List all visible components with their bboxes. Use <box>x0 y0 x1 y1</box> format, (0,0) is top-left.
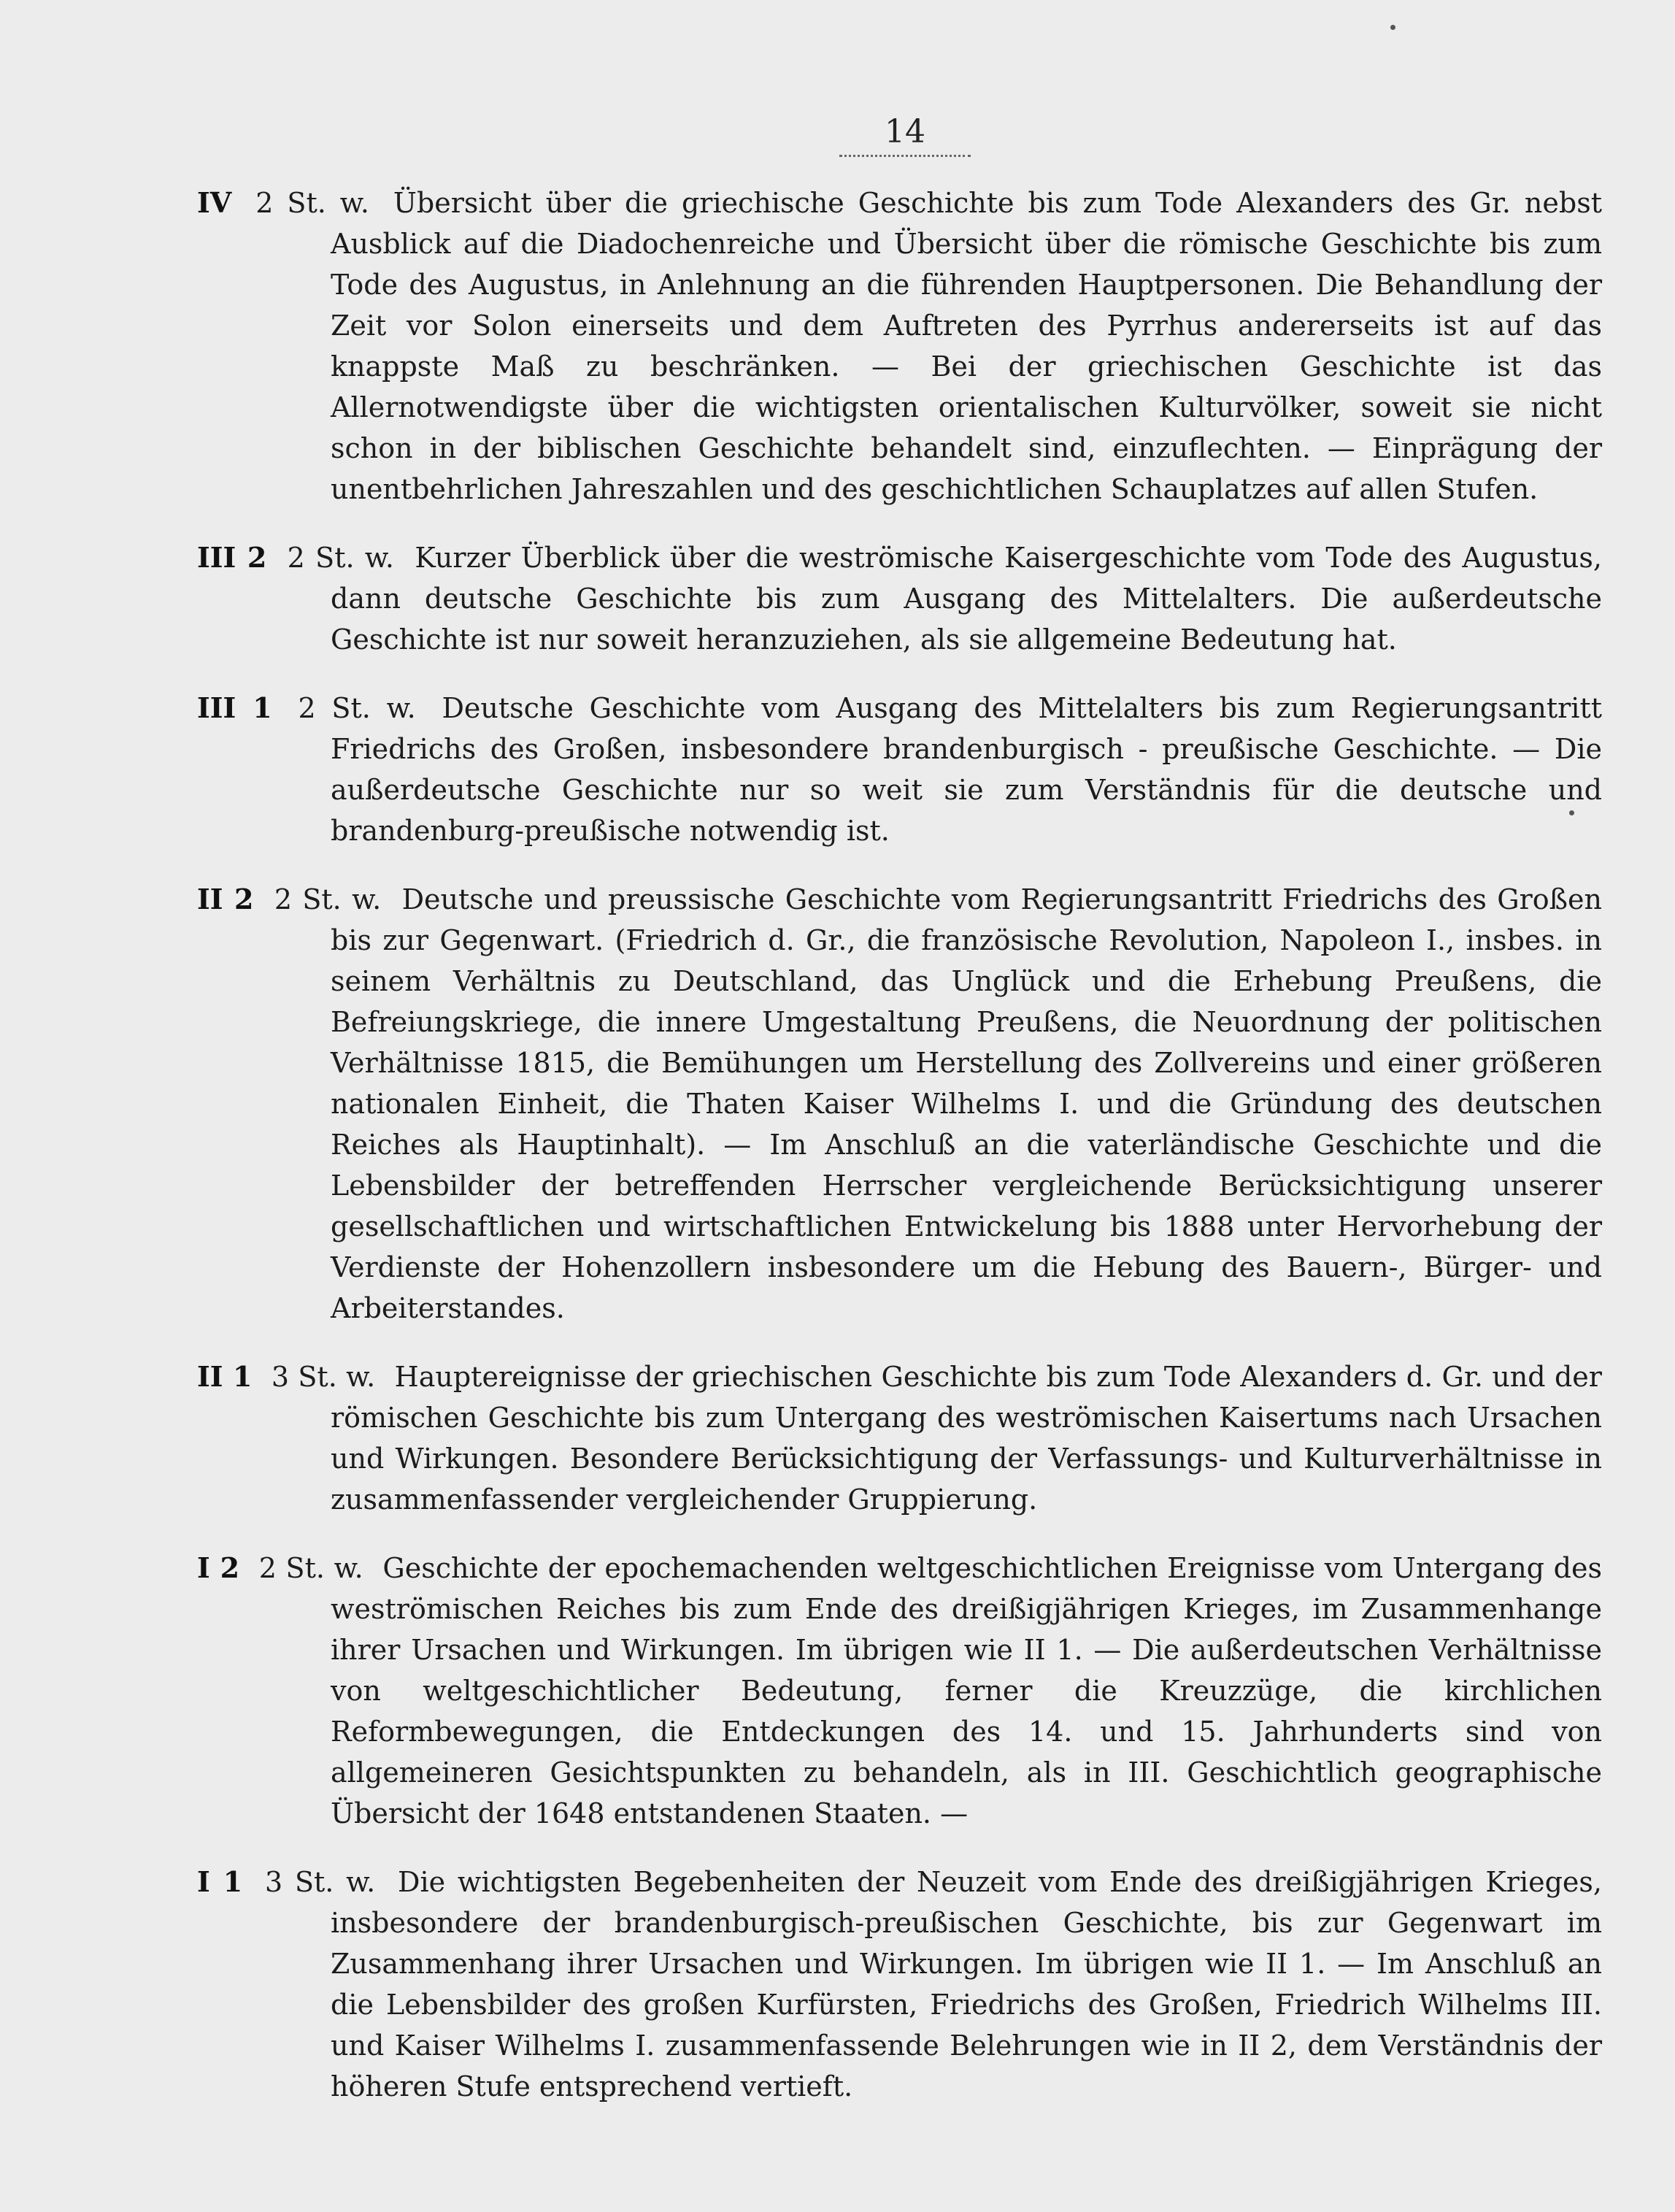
entry-hours: 2 St. w. <box>274 883 382 915</box>
entry-lead <box>197 1552 372 1584</box>
page-number-rule <box>839 155 971 157</box>
entry-ii-1 <box>197 1356 1602 1520</box>
entry-i-1 <box>197 1862 1602 2107</box>
entry-text: Geschichte der epochemachenden weltgeschichtlichen Ereignisse vom Untergang des weströmischen Reiches bis zum Ende des dreißigjährigen Krieges, im Zusammenhange ihrer Ursachen und Wirkungen. Im übrigen wie II 1. — Die außerdeutschen Verhältnisse von weltgeschichtlicher Bedeutung, ferner die Kreuzzüge, die kirchlichen Reformbewegungen, die Entdeckungen des 14. und 15. Jahrhunderts sind von allgemeineren Gesichtspunkten zu behandeln, als in III. Geschichtlich geographische Übersicht der 1648 entstandenen Staaten. — <box>331 1552 1602 1829</box>
entry-hours: 3 St. w. <box>264 1866 376 1898</box>
entry-lead <box>197 1361 385 1393</box>
entry-hours: 2 St. w. <box>298 692 416 724</box>
entry-hours: 2 St. w. <box>255 187 369 219</box>
entry-grade: IV <box>197 186 232 219</box>
entry-hours: 2 St. w. <box>287 542 395 574</box>
entry-text: Hauptereignisse der griechischen Geschichte bis zum Tode Alexanders d. Gr. und der römischen Geschichte bis zum Untergang des weströmischen Kaisertums nach Ursachen und Wirkungen. Besondere Berücksichtigung der Verfassungs- und Kulturverhältnisse in zusammenfassender vergleichender Gruppierung. <box>331 1361 1602 1516</box>
entry-text: Kurzer Überblick über die weströmische Kaisergeschichte vom Tode des Augustus, dann deutsche Geschichte bis zum Ausgang des Mittelalters. Die außerdeutsche Geschichte ist nur soweit heranzuziehen, als sie allgemeine Bedeutung hat. <box>331 542 1602 656</box>
page-number: 14 <box>885 113 925 150</box>
entry-lead <box>197 1866 388 1898</box>
entry-text: Deutsche und preussische Geschichte vom Regierungsantritt Friedrichs des Großen bis zur Gegenwart. (Friedrich d. Gr., die französische Revolution, Napoleon I., insbes. in seinem Verhältnis zu Deutschland, das Unglück und die Erhebung Preußens, die Befreiungskriege, die innere Umgestaltung Preußens, die Neuordnung der politischen Verhältnisse 1815, die Bemühungen um Herstellung des Zollvereins und einer größeren nationalen Einheit, die Thaten Kaiser Wilhelms I. und die Gründung des deutschen Reiches als Hauptinhalt). — Im Anschluß an die vaterländische Geschichte und die Lebensbilder der betreffenden Herrscher vergleichende Berücksichtigung unserer gesellschaftlichen und wirtschaftlichen Entwickelung bis 1888 unter Hervorhebung der Verdienste der Hohenzollern insbesondere um die Hebung des Bauern-, Bürger- und Arbeiterstandes. <box>331 883 1602 1324</box>
entry-iii-1 <box>197 688 1602 851</box>
entry-grade: III 1 <box>197 691 272 724</box>
curriculum-entries <box>197 183 1602 2107</box>
entry-grade: I 2 <box>197 1551 240 1584</box>
entry-ii-2 <box>197 879 1602 1329</box>
entry-text: Übersicht über die griechische Geschichte bis zum Tode Alexanders des Gr. nebst Ausblick auf die Diadochenreiche und Übersicht über die römische Geschichte bis zum Tode des Augustus, in Anlehnung an die führenden Hauptpersonen. Die Behandlung der Zeit vor Solon einerseits und dem Auftreten des Pyrrhus andererseits ist auf das knappste Maß zu beschränken. — Bei der griechischen Geschichte ist das Allernotwendigste über die wichtigsten orientalischen Kulturvölker, soweit sie nicht schon in der biblischen Geschichte behandelt sind, einzuflechten. — Einprägung der unentbehrlichen Jahreszahlen und des geschichtlichen Schauplatzes auf allen Stufen. <box>331 187 1602 505</box>
entry-lead <box>197 542 404 574</box>
entry-lead <box>197 187 383 219</box>
paper-speck <box>1390 25 1395 30</box>
entry-text: Die wichtigsten Begebenheiten der Neuzeit vom Ende des dreißigjährigen Krieges, insbesondere der brandenburgisch-preußischen Geschichte, bis zur Gegenwart im Zusammenhang ihrer Ursachen und Wirkungen. Im übrigen wie II 1. — Im Anschluß an die Lebensbilder des großen Kurfürsten, Friedrichs des Großen, Friedrich Wilhelms III. und Kaiser Wilhelms I. zusammenfassende Belehrungen wie in II 2, dem Verständnis der höheren Stufe entsprechend vertieft. <box>331 1866 1602 2102</box>
entry-grade: II 1 <box>197 1360 253 1393</box>
entry-lead <box>197 883 392 915</box>
paper-speck <box>1569 810 1574 815</box>
entry-grade: I 1 <box>197 1865 243 1898</box>
entry-grade: II 2 <box>197 883 254 915</box>
entry-lead <box>197 692 431 724</box>
entry-i-2 <box>197 1548 1602 1834</box>
entry-text: Deutsche Geschichte vom Ausgang des Mittelalters bis zum Regierungsantritt Friedrichs des Großen, insbesondere brandenburgisch - preußische Geschichte. — Die außerdeutsche Geschichte nur so weit sie zum Verständnis für die deutsche und brandenburg-preußische notwendig ist. <box>331 692 1602 847</box>
entry-hours: 2 St. w. <box>258 1552 363 1584</box>
entry-iii-2 <box>197 537 1602 660</box>
entry-hours: 3 St. w. <box>271 1361 376 1393</box>
entry-iv <box>197 183 1602 510</box>
entry-grade: III 2 <box>197 541 267 574</box>
